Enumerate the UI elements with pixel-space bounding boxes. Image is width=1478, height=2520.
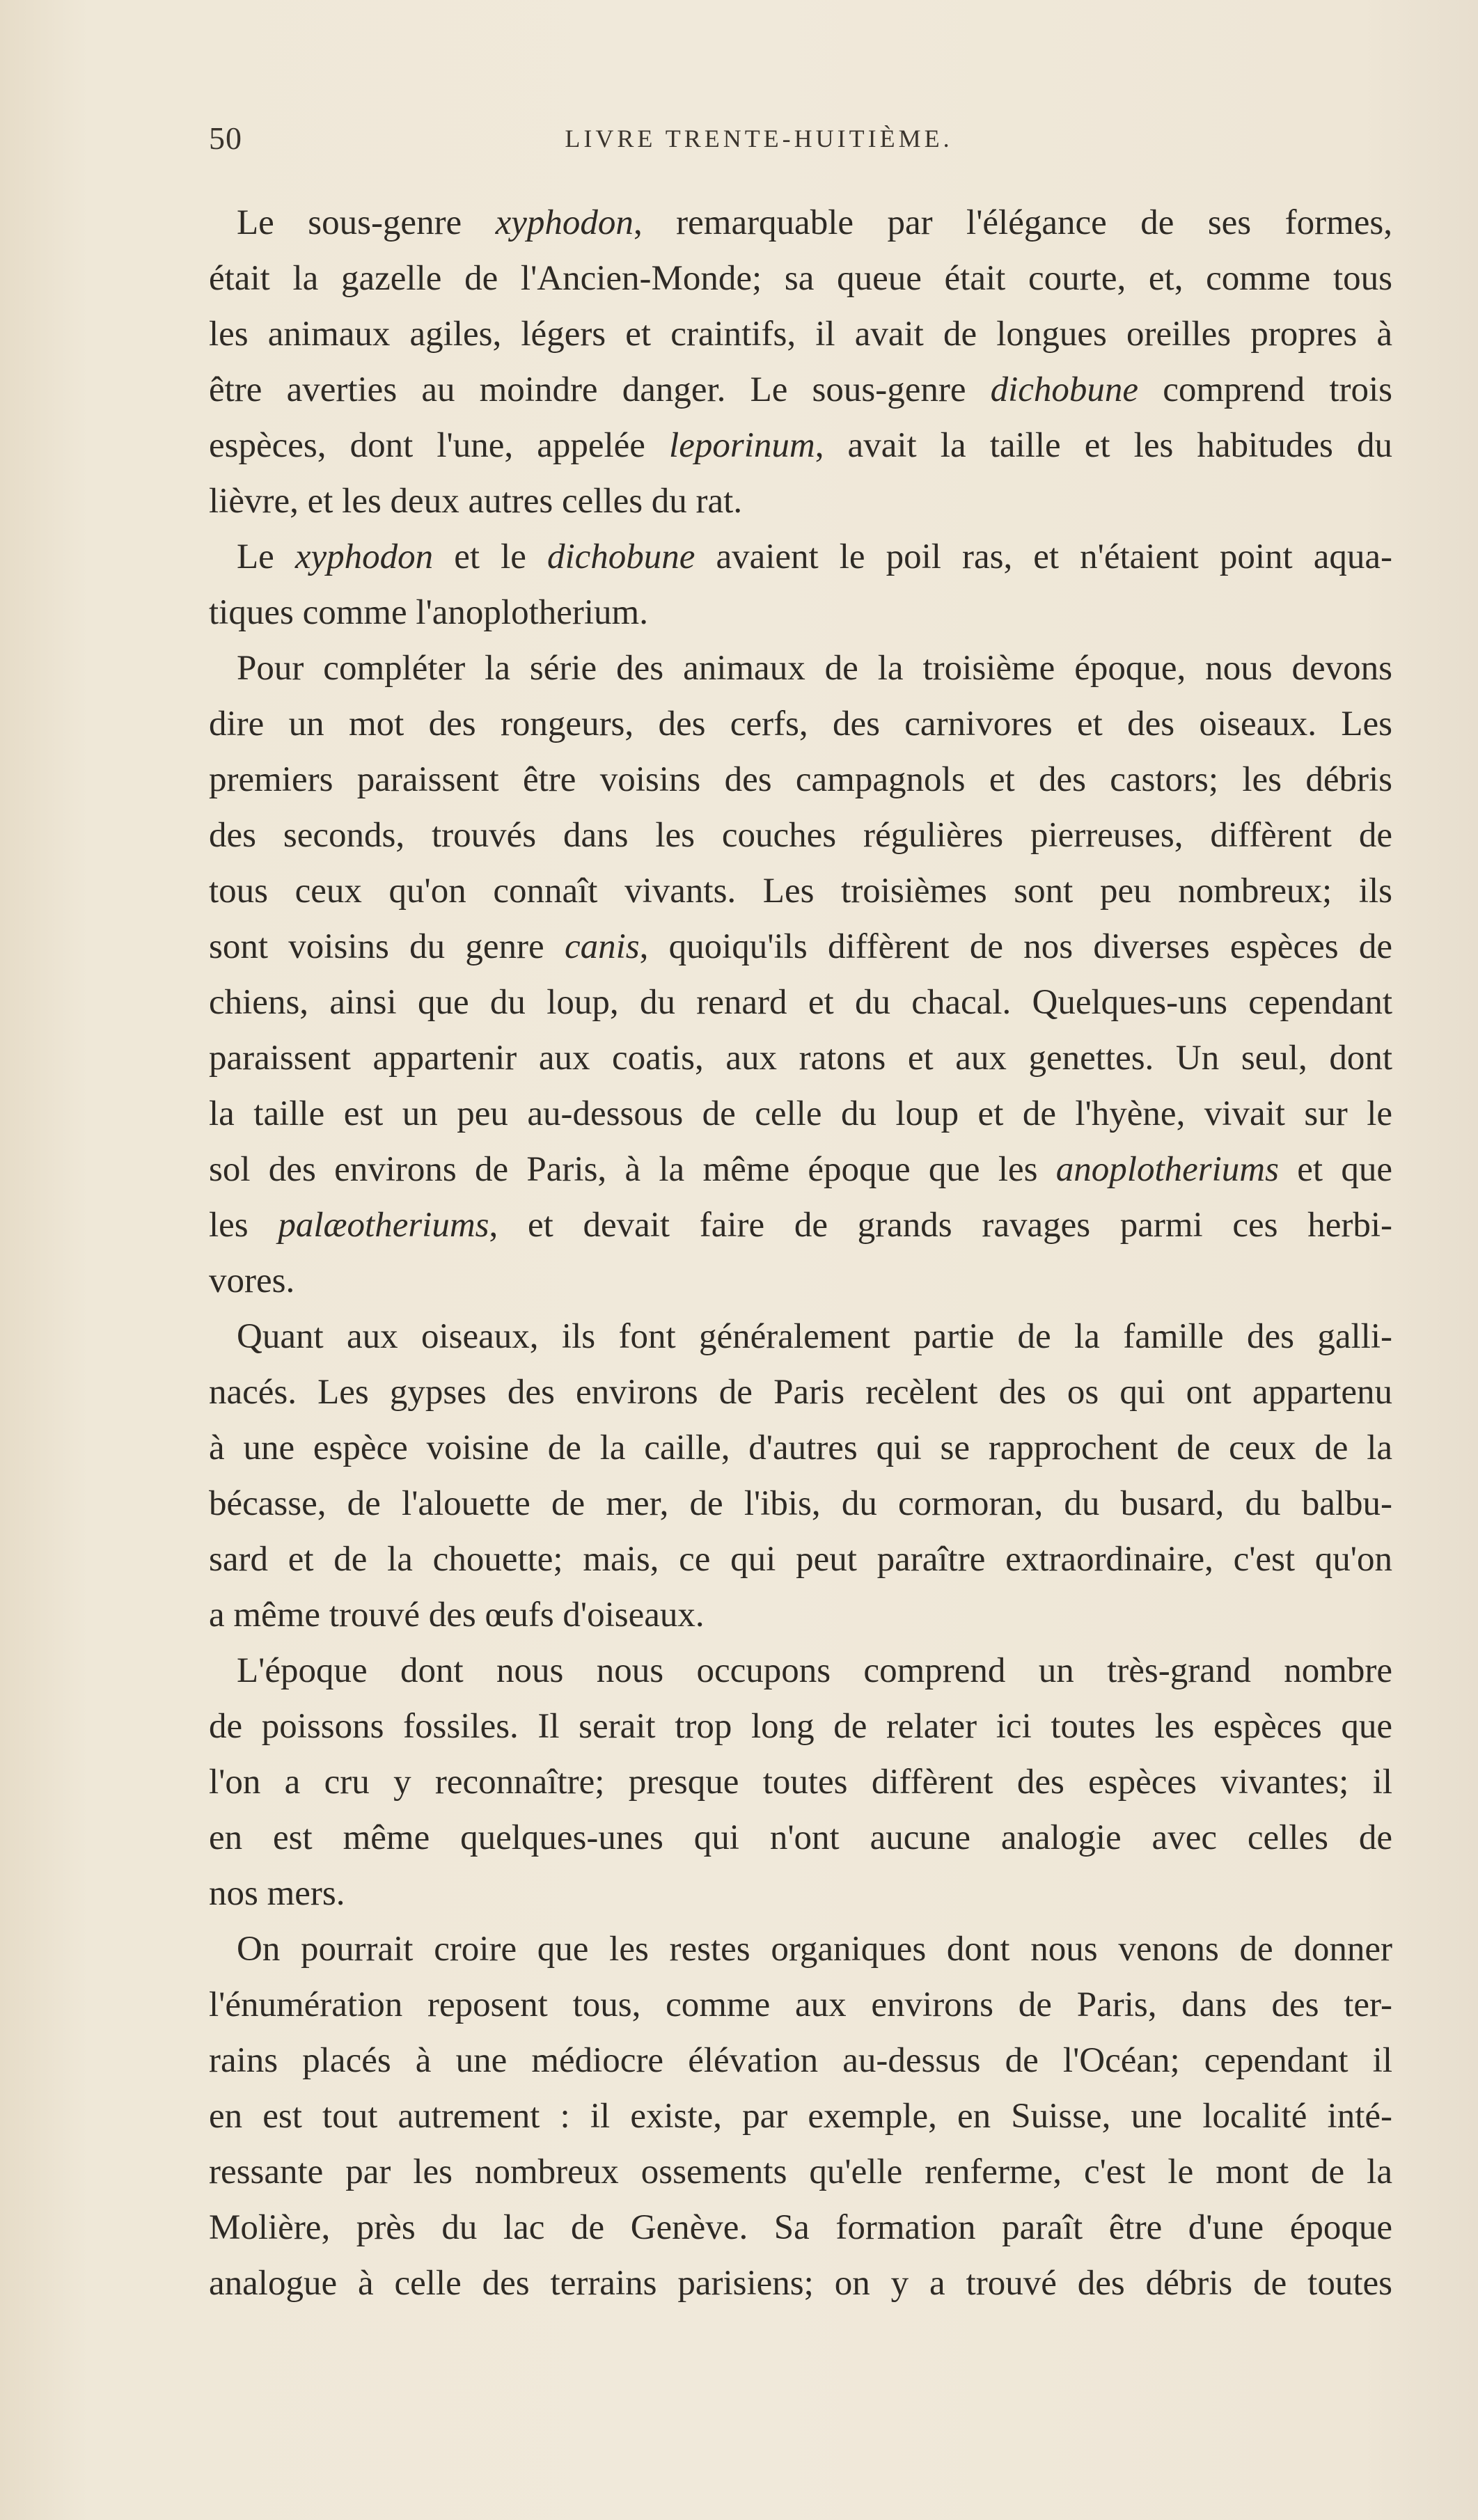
text-segment: L'époque dont nous nous occupons comprend un très-grand nombre — [237, 1651, 1392, 1690]
text-segment: paraissent appartenir aux coatis, aux ratons et aux genettes. Un seul, dont — [209, 1039, 1392, 1078]
text-line — [209, 2088, 1392, 2144]
text-segment: ressante par les nombreux ossements qu'elle renferme, c'est le mont de la — [209, 2152, 1392, 2191]
text-line — [209, 1921, 1392, 1977]
text-line — [209, 251, 1392, 306]
italic-term: leporinum — [669, 426, 815, 465]
text-segment: vores. — [209, 1261, 295, 1300]
text-segment: la taille est un peu au-dessous de celle du loup et de l'hyène, vivait sur le — [209, 1094, 1392, 1133]
text-segment: nos mers. — [209, 1874, 345, 1913]
text-segment: analogue à celle des terrains parisiens; on y a trouvé des débris de toutes — [209, 2264, 1392, 2303]
text-segment: comprend trois — [1138, 370, 1392, 409]
running-head-title: LIVRE TRENTE-HUITIÈME. — [565, 125, 953, 152]
text-line — [209, 1253, 1392, 1309]
text-line — [209, 1030, 1392, 1086]
text-line — [209, 2200, 1392, 2255]
text-line — [209, 2144, 1392, 2200]
italic-term: anoplotheriums — [1055, 1150, 1279, 1189]
text-segment: nacés. Les gypses des environs de Paris recèlent des os qui ont appartenu — [209, 1373, 1392, 1412]
text-segment: tiques comme l'anoplotherium. — [209, 593, 648, 632]
text-segment: à une espèce voisine de la caille, d'autres qui se rapprochent de ceux de la — [209, 1428, 1392, 1467]
text-segment: , avait la taille et les habitudes du — [815, 426, 1392, 465]
text-line — [209, 2033, 1392, 2088]
text-line — [209, 362, 1392, 418]
italic-term: xyphodon — [495, 203, 634, 242]
text-segment: l'on a cru y reconnaître; presque toutes diffèrent des espèces vivantes; il — [209, 1763, 1392, 1802]
text-segment: l'énumération reposent tous, comme aux environs de Paris, dans des ter- — [209, 1985, 1392, 2024]
text-line — [209, 1754, 1392, 1810]
text-segment: dire un mot des rongeurs, des cerfs, des carnivores et des oiseaux. Les — [209, 704, 1392, 743]
text-segment: être averties au moindre danger. Le sous-genre — [209, 370, 991, 409]
text-segment: premiers paraissent être voisins des campagnols et des castors; les débris — [209, 760, 1392, 799]
italic-term: canis — [564, 927, 640, 966]
text-segment: en est même quelques-unes qui n'ont aucune analogie avec celles de — [209, 1818, 1392, 1857]
body-text — [209, 195, 1392, 2311]
text-segment: sard et de la chouette; mais, ce qui peut paraître extraordinaire, c'est qu'on — [209, 1540, 1392, 1579]
text-line — [209, 1309, 1392, 1364]
text-line — [209, 640, 1392, 696]
text-segment: rains placés à une médiocre élévation au-dessus de l'Océan; cependant il — [209, 2041, 1392, 2080]
text-segment: Quant aux oiseaux, ils font généralement partie de la famille des galli- — [237, 1317, 1392, 1356]
text-segment: lièvre, et les deux autres celles du rat. — [209, 482, 743, 521]
text-line — [209, 1643, 1392, 1699]
text-segment: sont voisins du genre — [209, 927, 565, 966]
text-segment: était la gazelle de l'Ancien-Monde; sa queue était courte, et, comme tous — [209, 259, 1392, 298]
italic-term: xyphodon — [294, 537, 434, 576]
text-segment: des seconds, trouvés dans les couches régulières pierreuses, diffèrent de — [209, 816, 1392, 855]
text-line — [209, 919, 1392, 975]
text-segment: Le — [237, 537, 295, 576]
text-line — [209, 1866, 1392, 1921]
text-segment: en est tout autrement : il existe, par exemple, en Suisse, une localité inté- — [209, 2097, 1392, 2136]
text-line — [209, 808, 1392, 863]
running-head — [209, 120, 1392, 162]
text-line — [209, 195, 1392, 251]
italic-term: dichobune — [547, 537, 695, 576]
text-segment: Molière, près du lac de Genève. Sa formation paraît être d'une époque — [209, 2208, 1392, 2247]
text-segment: Pour compléter la série des animaux de la troisième époque, nous devons — [237, 649, 1392, 688]
text-segment: chiens, ainsi que du loup, du renard et du chacal. Quelques-uns cependant — [209, 983, 1392, 1022]
text-line — [209, 1364, 1392, 1420]
text-line — [209, 1810, 1392, 1866]
text-segment: avaient le poil ras, et n'étaient point aqua- — [695, 537, 1392, 576]
text-line — [209, 418, 1392, 473]
text-line — [209, 473, 1392, 529]
page-number: 50 — [209, 120, 242, 156]
text-segment: On pourrait croire que les restes organiques dont nous venons de donner — [237, 1930, 1392, 1969]
text-segment: , remarquable par l'élégance de ses formes, — [633, 203, 1392, 242]
text-segment: Le sous-genre — [237, 203, 496, 242]
text-segment: , quoiqu'ils diffèrent de nos diverses espèces de — [639, 927, 1392, 966]
text-segment: espèces, dont l'une, appelée — [209, 426, 670, 465]
text-segment: et le — [433, 537, 547, 576]
text-line — [209, 1086, 1392, 1142]
text-line — [209, 1977, 1392, 2033]
text-segment: a même trouvé des œufs d'oiseaux. — [209, 1596, 705, 1635]
text-line — [209, 1420, 1392, 1476]
text-line — [209, 863, 1392, 919]
text-line — [209, 306, 1392, 362]
text-segment: les — [209, 1206, 278, 1245]
text-line — [209, 1587, 1392, 1643]
text-line — [209, 1699, 1392, 1754]
text-segment: , et devait faire de grands ravages parmi ces herbi- — [489, 1206, 1392, 1245]
text-line — [209, 1476, 1392, 1531]
text-segment: tous ceux qu'on connaît vivants. Les troisièmes sont peu nombreux; ils — [209, 872, 1392, 911]
text-line — [209, 1531, 1392, 1587]
text-line — [209, 585, 1392, 640]
italic-term: dichobune — [990, 370, 1139, 409]
italic-term: palæotheriums — [278, 1206, 489, 1245]
text-line — [209, 1197, 1392, 1253]
text-segment: et que — [1278, 1150, 1392, 1189]
text-segment: sol des environs de Paris, à la même époque que les — [209, 1150, 1056, 1189]
text-segment: de poissons fossiles. Il serait trop long de relater ici toutes les espèces que — [209, 1707, 1392, 1746]
text-line — [209, 696, 1392, 752]
text-segment: bécasse, de l'alouette de mer, de l'ibis, du cormoran, du busard, du balbu- — [209, 1484, 1392, 1523]
text-line — [209, 752, 1392, 808]
text-line — [209, 1142, 1392, 1197]
text-segment: les animaux agiles, légers et craintifs, il avait de longues oreilles propres à — [209, 315, 1392, 354]
text-line — [209, 2255, 1392, 2311]
text-line — [209, 529, 1392, 585]
text-line — [209, 975, 1392, 1030]
